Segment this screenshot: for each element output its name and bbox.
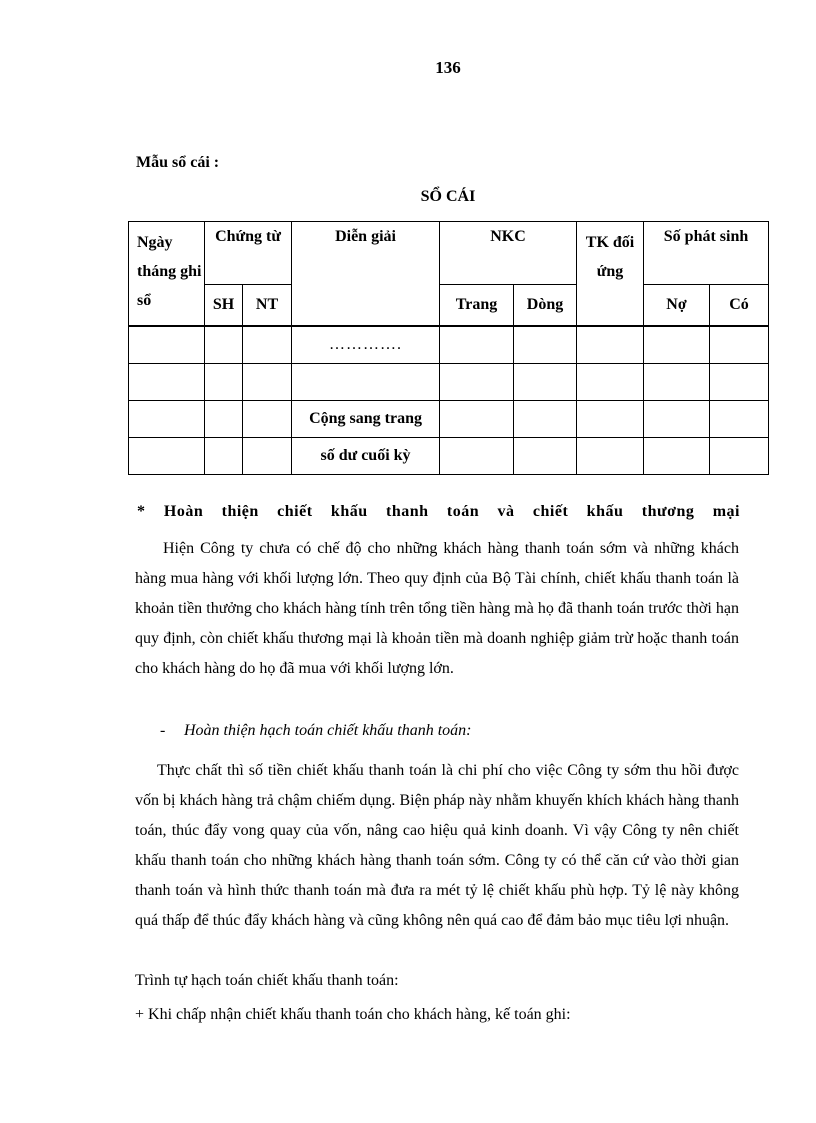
sample-title: Mẫu sổ cái : (136, 154, 220, 171)
line-procedure: Trình tự hạch toán chiết khấu thanh toán: (135, 972, 399, 989)
subheading-text: Hoàn thiện hạch toán chiết khấu thanh toán: (184, 722, 472, 739)
ledger-title: SỔ CÁI (420, 188, 476, 205)
paragraph-1: Hiện Công ty chưa có chế độ cho những khách hàng thanh toán sớm và những khách hàng mua hàng với khối lượng lớn. Theo quy định của Bộ Tài chính, chiết khấu thanh toán là khoản tiền thưởng cho khách hàng tính trên tổng tiền hàng mà họ đã thanh toán trước thời hạn quy định, còn chiết khấu thương mại là khoản tiền mà doanh nghiệp giảm trừ hoặc thanh toán cho khách hàng do họ đã mua với khối lượng lớn. (135, 540, 739, 677)
row-description (292, 364, 440, 401)
row-description: Cộng sang trang (292, 401, 440, 438)
header-nkc-line: Dòng (514, 285, 577, 327)
header-nkc-page: Trang (440, 285, 514, 327)
table-row (129, 326, 769, 364)
header-debit: Nợ (644, 285, 710, 327)
table-row (129, 364, 769, 401)
header-credit: Có (710, 285, 769, 327)
table-row (129, 401, 769, 438)
section-heading: * Hoàn thiện chiết khấu thanh toán và chiết khấu thương mại (137, 503, 740, 520)
header-date: Ngày tháng ghi sổ (129, 222, 205, 327)
line-entry: + Khi chấp nhận chiết khấu thanh toán cho khách hàng, kế toán ghi: (135, 1006, 571, 1023)
page-number: 136 (435, 58, 461, 77)
subheading (160, 722, 472, 740)
header-voucher: Chứng từ (205, 222, 292, 285)
header-voucher-sh: SH (205, 285, 243, 327)
table-row (129, 438, 769, 475)
row-description: …………. (292, 326, 440, 364)
header-amount: Số phát sinh (644, 222, 769, 285)
ledger-table (128, 221, 769, 475)
row-description: số dư cuối kỳ (292, 438, 440, 475)
header-nkc: NKC (440, 222, 577, 285)
header-description: Diễn giải (292, 222, 440, 327)
paragraph-2: Thực chất thì số tiền chiết khấu thanh toán là chi phí cho việc Công ty sớm thu hồi được vốn bị khách hàng trả chậm chiếm dụng. Biện pháp này nhằm khuyến khích khách hàng thanh toán, thúc đẩy vong quay của vốn, nâng cao hiệu quả kinh doanh. Vì vậy Công ty nên chiết khấu thanh toán cho những khách hàng thanh toán sớm. Công ty có thể căn cứ vào thời gian thanh toán và hình thức thanh toán mà đưa ra mét tỷ lệ chiết khấu phù hợp. Tỷ lệ này không quá thấp để thúc đẩy khách hàng và cũng không nên quá cao để đảm bảo mục tiêu lợi nhuận. (135, 762, 739, 929)
header-account: TK đối ứng (577, 222, 644, 327)
subheading-bullet: - (160, 722, 166, 739)
header-voucher-nt: NT (243, 285, 292, 327)
